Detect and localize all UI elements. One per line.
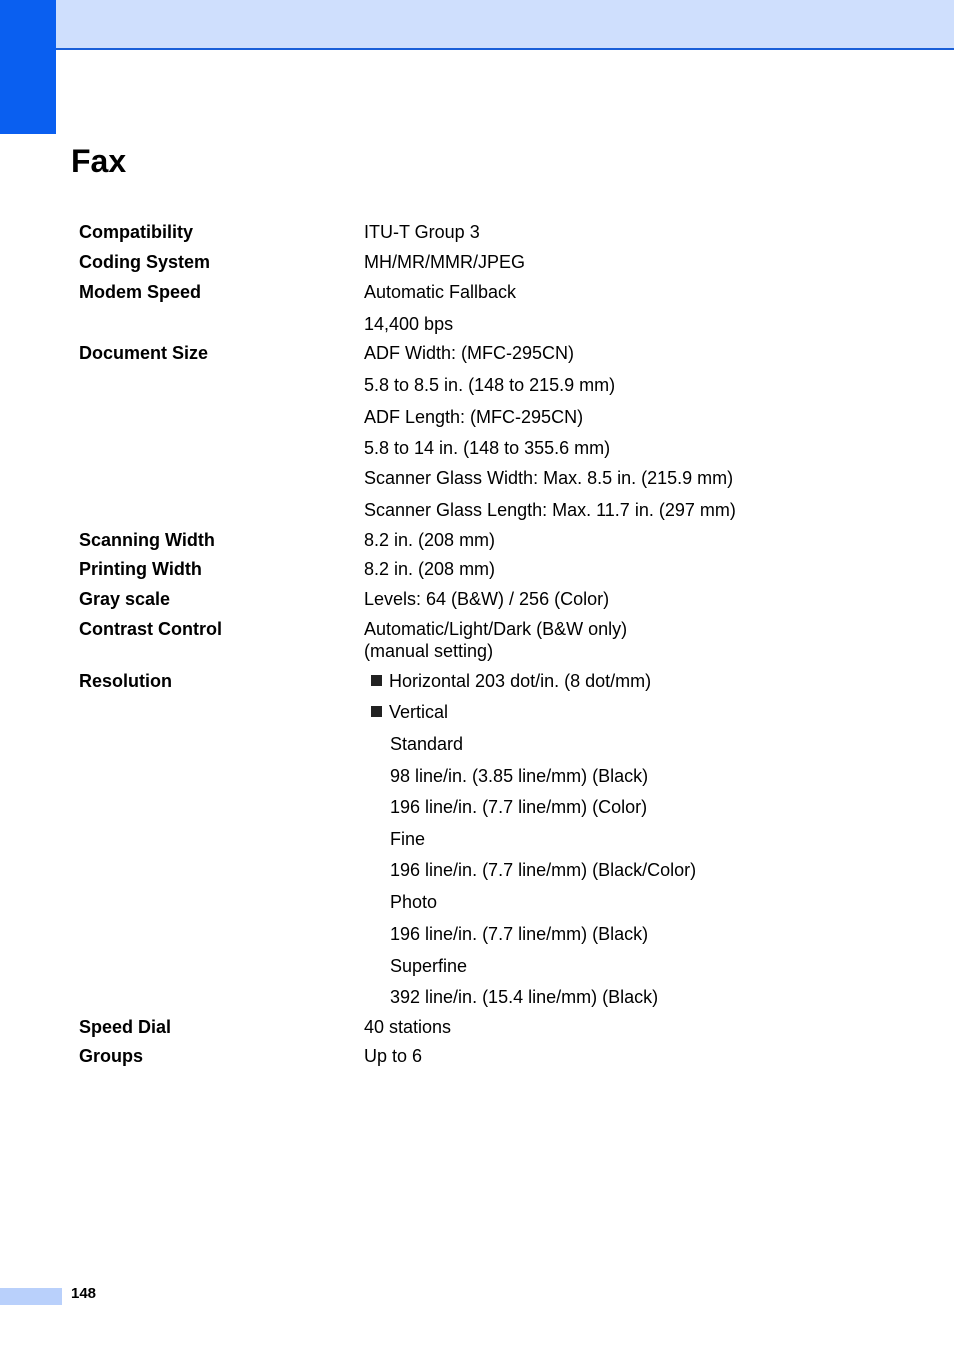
spec-value: 196 line/in. (7.7 line/mm) (Black/Color)	[390, 860, 697, 880]
bullet-item	[371, 670, 651, 692]
spec-value: 5.8 to 8.5 in. (148 to 215.9 mm)	[364, 375, 616, 395]
spec-value: Fine	[390, 829, 426, 849]
square-bullet-icon	[371, 675, 382, 686]
spec-label: Document Size	[79, 343, 209, 363]
spec-label: Compatibility	[79, 222, 194, 242]
spec-value: ADF Length: (MFC-295CN)	[364, 407, 584, 427]
spec-value: Horizontal 203 dot/in. (8 dot/mm)	[389, 671, 652, 691]
header-band	[56, 0, 954, 50]
spec-label: Resolution	[79, 671, 172, 691]
spec-label: Coding System	[79, 252, 211, 272]
spec-label: Contrast Control	[79, 619, 222, 639]
spec-value: ADF Width: (MFC-295CN)	[364, 343, 575, 363]
spec-value: 14,400 bps	[364, 314, 454, 334]
spec-value: Scanner Glass Length: Max. 11.7 in. (297 mm)	[364, 500, 736, 520]
spec-label: Scanning Width	[79, 530, 215, 550]
bullet-item	[371, 701, 448, 723]
spec-value: Automatic/Light/Dark (B&W only)	[364, 619, 628, 639]
spec-label: Printing Width	[79, 559, 202, 579]
spec-value: 196 line/in. (7.7 line/mm) (Black)	[390, 924, 649, 944]
page-title: Fax	[71, 143, 127, 179]
page-number: 148	[71, 1285, 97, 1302]
spec-value: Vertical	[389, 702, 449, 722]
spec-value: Automatic Fallback	[364, 282, 517, 302]
spec-value: Standard	[390, 734, 464, 754]
spec-value: 8.2 in. (208 mm)	[364, 559, 496, 579]
chapter-tab	[0, 0, 56, 134]
spec-value: Up to 6	[364, 1046, 423, 1066]
spec-value: ITU-T Group 3	[364, 222, 480, 242]
spec-label: Modem Speed	[79, 282, 202, 302]
square-bullet-icon	[371, 706, 382, 717]
spec-label: Gray scale	[79, 589, 171, 609]
spec-value: Scanner Glass Width: Max. 8.5 in. (215.9 mm)	[364, 468, 734, 488]
spec-value: Levels: 64 (B&W) / 256 (Color)	[364, 589, 610, 609]
spec-value: Superfine	[390, 956, 468, 976]
spec-label: Speed Dial	[79, 1017, 172, 1037]
spec-value: (manual setting)	[364, 641, 494, 661]
footer-bar	[0, 1288, 62, 1305]
spec-value: 392 line/in. (15.4 line/mm) (Black)	[390, 987, 659, 1007]
spec-value: 196 line/in. (7.7 line/mm) (Color)	[390, 797, 648, 817]
spec-value: Photo	[390, 892, 438, 912]
spec-label: Groups	[79, 1046, 144, 1066]
spec-value: MH/MR/MMR/JPEG	[364, 252, 525, 272]
spec-value: 40 stations	[364, 1017, 452, 1037]
spec-value: 8.2 in. (208 mm)	[364, 530, 496, 550]
spec-value: 5.8 to 14 in. (148 to 355.6 mm)	[364, 438, 611, 458]
spec-value: 98 line/in. (3.85 line/mm) (Black)	[390, 766, 649, 786]
